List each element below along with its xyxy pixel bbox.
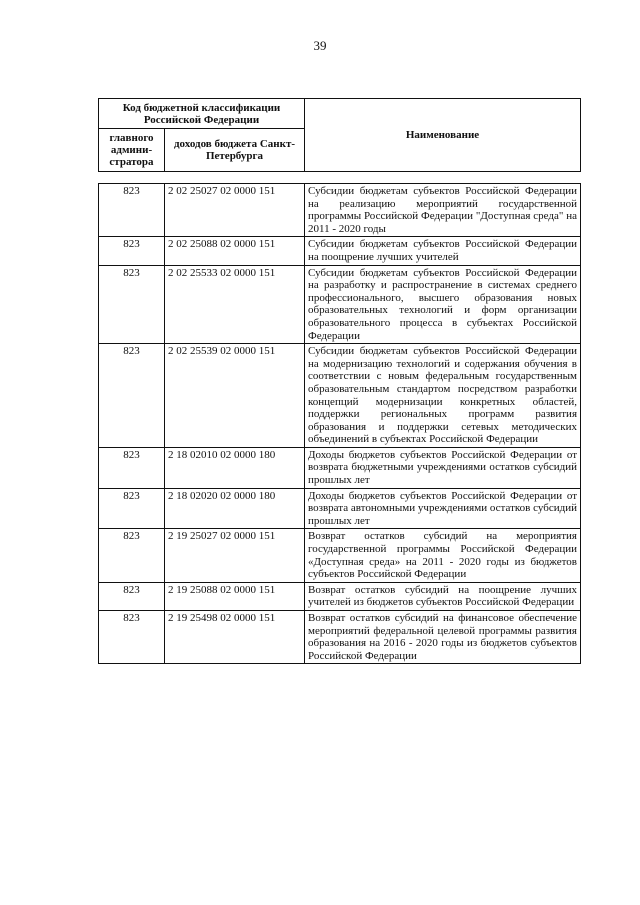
income-code-cell: 2 19 25027 02 0000 151 (165, 529, 305, 582)
admin-code-cell: 823 (99, 447, 165, 488)
name-cell: Возврат остатков субсидий на мероприятия государственной программы Российской Федерации «Доступная среда» на 2011 - 2020 годы из бюджетов субъектов Российской Федерации (305, 529, 581, 582)
table-row (99, 582, 581, 610)
table-row (99, 344, 581, 448)
admin-code-cell: 823 (99, 184, 165, 237)
admin-code-cell: 823 (99, 344, 165, 448)
admin-code-cell: 823 (99, 265, 165, 344)
income-code-cell: 2 18 02010 02 0000 180 (165, 447, 305, 488)
income-code-cell: 2 02 25533 02 0000 151 (165, 265, 305, 344)
table-row (99, 447, 581, 488)
income-code-cell: 2 19 25498 02 0000 151 (165, 611, 305, 664)
table-row (99, 611, 581, 664)
admin-code-cell: 823 (99, 611, 165, 664)
name-cell: Доходы бюджетов субъектов Российской Федерации от возврата автономными учреждениями остатков субсидий прошлых лет (305, 488, 581, 529)
income-code-cell: 2 19 25088 02 0000 151 (165, 582, 305, 610)
name-column-header: Наименование (305, 99, 581, 172)
data-table (98, 183, 581, 664)
table-header (98, 98, 581, 172)
admin-code-cell: 823 (99, 488, 165, 529)
name-cell: Субсидии бюджетам субъектов Российской Федерации на реализацию мероприятий государственной программы Российской Федерации "Доступная среда" на 2011 - 2020 годы (305, 184, 581, 237)
table-row (99, 488, 581, 529)
table-row (99, 237, 581, 265)
admin-code-cell: 823 (99, 529, 165, 582)
income-code-cell: 2 02 25539 02 0000 151 (165, 344, 305, 448)
name-cell: Субсидии бюджетам субъектов Российской Федерации на разработку и распространение в системах среднего профессионального, высшего образования новых образовательных технологий и форм организации образовательного процесса в субъектах Российской Федерации (305, 265, 581, 344)
income-code-cell: 2 02 25027 02 0000 151 (165, 184, 305, 237)
admin-code-cell: 823 (99, 237, 165, 265)
page-number: 39 (313, 38, 327, 53)
income-code-cell: 2 18 02020 02 0000 180 (165, 488, 305, 529)
name-cell: Возврат остатков субсидий на поощрение лучших учителей из бюджетов субъектов Российской Федерации (305, 582, 581, 610)
name-cell: Доходы бюджетов субъектов Российской Федерации от возврата бюджетными учреждениями остатков субсидий прошлых лет (305, 447, 581, 488)
table-row (99, 529, 581, 582)
admin-column-header: главного админи-стратора (99, 129, 165, 172)
admin-code-cell: 823 (99, 582, 165, 610)
table-row (99, 265, 581, 344)
name-cell: Возврат остатков субсидий на финансовое обеспечение мероприятий федеральной целевой программы развития образования на 2016 - 2020 годы из бюджетов субъектов Российской Федерации (305, 611, 581, 664)
table-row (99, 184, 581, 237)
name-cell: Субсидии бюджетам субъектов Российской Федерации на поощрение лучших учителей (305, 237, 581, 265)
kbk-group-header: Код бюджетной классификации Российской Федерации (99, 99, 305, 129)
income-column-header: доходов бюджета Санкт-Петербурга (165, 129, 305, 172)
name-cell: Субсидии бюджетам субъектов Российской Федерации на модернизацию технологий и содержания обучения в соответствии с новым федеральным государственным образовательным стандартом посредством разработки концепций модернизации конкретных областей, поддержки региональных программ развития образования и поддержки сетевых методических объединений в субъектах Российской Федерации (305, 344, 581, 448)
income-code-cell: 2 02 25088 02 0000 151 (165, 237, 305, 265)
